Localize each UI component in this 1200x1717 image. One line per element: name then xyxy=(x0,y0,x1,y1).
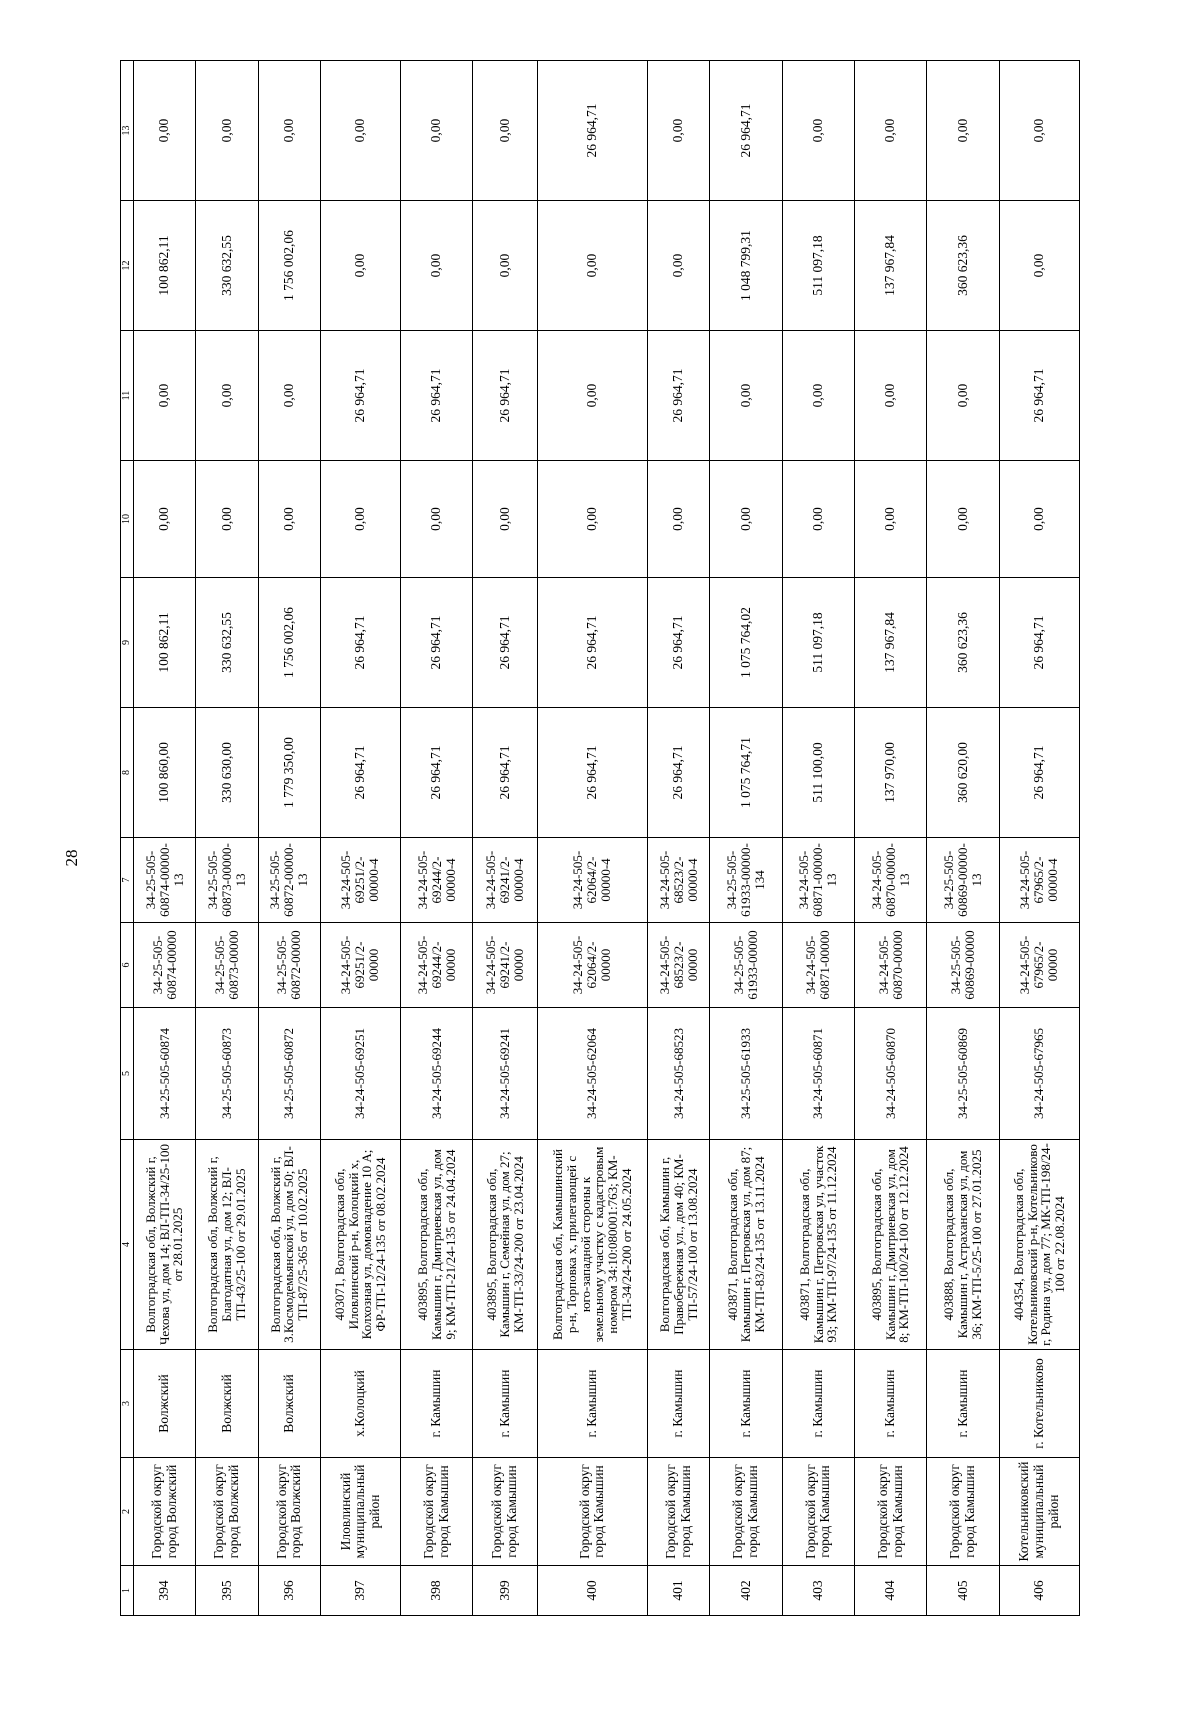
amount-col11-cell: 26 964,71 xyxy=(648,331,710,461)
address-cell: 403888, Волгоградская обл, Камышин г, Астраханская ул, дом 36; КМ-ТП-5/25-100 от 27.01.2025 xyxy=(927,1140,999,1350)
amount-col9-cell: 100 862,11 xyxy=(134,578,196,708)
amount-col8-cell: 137 970,00 xyxy=(854,708,926,838)
col-header: 11 xyxy=(121,331,134,461)
object-code-cell: 34-24-505-62064 xyxy=(537,1008,647,1140)
object-code2-cell: 34-25-505-60874-00000 xyxy=(134,923,196,1008)
amount-col10-cell: 0,00 xyxy=(401,461,473,578)
object-code3-cell: 34-24-505-69244/2-00000-4 xyxy=(401,838,473,923)
row-number: 399 xyxy=(473,1566,537,1616)
district-cell: Городской округ город Волжский xyxy=(134,1458,196,1566)
address-cell: Волгоградская обл, Волжский г, Чехова ул, дом 14; ВЛ-ТП-34/25-100 от 28.01.2025 xyxy=(134,1140,196,1350)
locality-cell: г. Камышин xyxy=(537,1350,647,1458)
address-cell: Волгоградская обл, Камышин г, Правобережная ул., дом 40; КМ-ТП-57/24-100 от 13.08.2024 xyxy=(648,1140,710,1350)
table-row xyxy=(134,61,196,1616)
amount-col10-cell: 0,00 xyxy=(999,461,1079,578)
amount-col12-cell: 0,00 xyxy=(648,201,710,331)
district-cell: Иловлинский муниципальный район xyxy=(320,1458,400,1566)
amount-col13-cell: 0,00 xyxy=(134,61,196,201)
object-code3-cell: 34-24-505-60871-00000-13 xyxy=(782,838,854,923)
row-number: 405 xyxy=(927,1566,999,1616)
amount-col13-cell: 0,00 xyxy=(401,61,473,201)
object-code3-cell: 34-25-505-61933-00000-134 xyxy=(710,838,782,923)
object-code2-cell: 34-24-505-68523/2-00000 xyxy=(648,923,710,1008)
object-code3-cell: 34-24-505-69241/2-00000-4 xyxy=(473,838,537,923)
amount-col9-cell: 26 964,71 xyxy=(320,578,400,708)
amount-col8-cell: 26 964,71 xyxy=(473,708,537,838)
object-code2-cell: 34-24-505-69251/2-00000 xyxy=(320,923,400,1008)
amount-col13-cell: 0,00 xyxy=(648,61,710,201)
address-cell: Волгоградская обл, Камышинский р-н, Торповка х, прилегающей с юго-западной стороны к земельному участку с кадастровым номером 34:10:080001:763; КМ-ТП-34/24-200 от 24.05.2024 xyxy=(537,1140,647,1350)
col-header: 7 xyxy=(121,838,134,923)
locality-cell: г. Камышин xyxy=(401,1350,473,1458)
amount-col13-cell: 0,00 xyxy=(854,61,926,201)
amount-col8-cell: 26 964,71 xyxy=(999,708,1079,838)
locality-cell: Волжский xyxy=(134,1350,196,1458)
row-number: 401 xyxy=(648,1566,710,1616)
object-code-cell: 34-24-505-68523 xyxy=(648,1008,710,1140)
col-header: 9 xyxy=(121,578,134,708)
amount-col10-cell: 0,00 xyxy=(854,461,926,578)
amount-col12-cell: 360 623,36 xyxy=(927,201,999,331)
col-header: 13 xyxy=(121,61,134,201)
col-header: 1 xyxy=(121,1566,134,1616)
table-row xyxy=(258,61,320,1616)
district-cell: Городской округ город Камышин xyxy=(648,1458,710,1566)
address-cell: 404354, Волгоградская обл, Котельниковский р-н, Котельниково г, Родина ул, дом 77; МК-ТП-198/24-100 от 22.08.2024 xyxy=(999,1140,1079,1350)
amount-col13-cell: 0,00 xyxy=(999,61,1079,201)
col-header: 2 xyxy=(121,1458,134,1566)
district-cell: Городской округ город Камышин xyxy=(537,1458,647,1566)
amount-col9-cell: 330 632,55 xyxy=(196,578,258,708)
row-number: 398 xyxy=(401,1566,473,1616)
object-code2-cell: 34-24-505-60871-00000 xyxy=(782,923,854,1008)
locality-cell: Волжский xyxy=(258,1350,320,1458)
amount-col8-cell: 511 100,00 xyxy=(782,708,854,838)
object-code3-cell: 34-24-505-62064/2-00000-4 xyxy=(537,838,647,923)
table-row xyxy=(710,61,782,1616)
object-code3-cell: 34-24-505-69251/2-00000-4 xyxy=(320,838,400,923)
rotated-table-wrapper xyxy=(120,61,1080,1616)
amount-col9-cell: 137 967,84 xyxy=(854,578,926,708)
amount-col13-cell: 0,00 xyxy=(196,61,258,201)
district-cell: Городской округ город Волжский xyxy=(258,1458,320,1566)
object-code2-cell: 34-25-505-60872-00000 xyxy=(258,923,320,1008)
amount-col12-cell: 1 756 002,06 xyxy=(258,201,320,331)
col-header: 5 xyxy=(121,1008,134,1140)
district-cell: Городской округ город Камышин xyxy=(710,1458,782,1566)
amount-col10-cell: 0,00 xyxy=(537,461,647,578)
amount-col8-cell: 26 964,71 xyxy=(401,708,473,838)
amount-col8-cell: 100 860,00 xyxy=(134,708,196,838)
column-number-row xyxy=(121,61,134,1616)
row-number: 404 xyxy=(854,1566,926,1616)
object-code3-cell: 34-25-505-60872-00000-13 xyxy=(258,838,320,923)
object-code2-cell: 34-24-505-67965/2-00000 xyxy=(999,923,1079,1008)
page-number: 28 xyxy=(62,849,81,867)
row-number: 406 xyxy=(999,1566,1079,1616)
object-code3-cell: 34-25-505-60869-00000-13 xyxy=(927,838,999,923)
amount-col13-cell: 26 964,71 xyxy=(710,61,782,201)
address-cell: 403871, Волгоградская обл, Камышин г, Петровская ул, дом 87; КМ-ТП-83/24-135 от 13.11.2024 xyxy=(710,1140,782,1350)
locality-cell: г. Камышин xyxy=(473,1350,537,1458)
address-cell: 403895, Волгоградская обл, Камышин г, Семейная ул, дом 27; КМ-ТП-33/24-200 от 23.04.2024 xyxy=(473,1140,537,1350)
locality-cell: г. Камышин xyxy=(854,1350,926,1458)
amount-col9-cell: 1 756 002,06 xyxy=(258,578,320,708)
object-code2-cell: 34-24-505-69244/2-00000 xyxy=(401,923,473,1008)
amount-col10-cell: 0,00 xyxy=(134,461,196,578)
amount-col12-cell: 0,00 xyxy=(537,201,647,331)
district-cell: Городской округ город Камышин xyxy=(782,1458,854,1566)
locality-cell: Волжский xyxy=(196,1350,258,1458)
amount-col13-cell: 0,00 xyxy=(320,61,400,201)
amount-col9-cell: 26 964,71 xyxy=(401,578,473,708)
amount-col8-cell: 360 620,00 xyxy=(927,708,999,838)
table-row xyxy=(537,61,647,1616)
object-code-cell: 34-25-505-60873 xyxy=(196,1008,258,1140)
object-code2-cell: 34-24-505-62064/2-00000 xyxy=(537,923,647,1008)
amount-col9-cell: 26 964,71 xyxy=(473,578,537,708)
district-cell: Котельниковский муниципальный район xyxy=(999,1458,1079,1566)
col-header: 12 xyxy=(121,201,134,331)
amount-col12-cell: 0,00 xyxy=(320,201,400,331)
amount-col8-cell: 26 964,71 xyxy=(648,708,710,838)
locality-cell: г. Камышин xyxy=(927,1350,999,1458)
table-row xyxy=(999,61,1079,1616)
amount-col10-cell: 0,00 xyxy=(320,461,400,578)
amount-col11-cell: 26 964,71 xyxy=(473,331,537,461)
amount-col11-cell: 26 964,71 xyxy=(320,331,400,461)
locality-cell: х.Колоцкий xyxy=(320,1350,400,1458)
amount-col8-cell: 26 964,71 xyxy=(320,708,400,838)
object-code-cell: 34-24-505-60870 xyxy=(854,1008,926,1140)
amount-col12-cell: 0,00 xyxy=(473,201,537,331)
amount-col12-cell: 330 632,55 xyxy=(196,201,258,331)
amount-col8-cell: 1 779 350,00 xyxy=(258,708,320,838)
row-number: 400 xyxy=(537,1566,647,1616)
amount-col9-cell: 26 964,71 xyxy=(537,578,647,708)
object-code-cell: 34-24-505-69244 xyxy=(401,1008,473,1140)
amount-col9-cell: 360 623,36 xyxy=(927,578,999,708)
amount-col13-cell: 0,00 xyxy=(473,61,537,201)
object-code2-cell: 34-24-505-69241/2-00000 xyxy=(473,923,537,1008)
address-cell: 403895, Волгоградская обл, Камышин г, Дмитриевская ул, дом 8; КМ-ТП-100/24-100 от 12.12.2024 xyxy=(854,1140,926,1350)
amount-col11-cell: 0,00 xyxy=(134,331,196,461)
district-cell: Городской округ город Камышин xyxy=(927,1458,999,1566)
table-row xyxy=(927,61,999,1616)
object-code-cell: 34-25-505-60869 xyxy=(927,1008,999,1140)
amount-col9-cell: 511 097,18 xyxy=(782,578,854,708)
object-code3-cell: 34-24-505-67965/2-00000-4 xyxy=(999,838,1079,923)
object-code-cell: 34-25-505-60872 xyxy=(258,1008,320,1140)
amount-col12-cell: 511 097,18 xyxy=(782,201,854,331)
amount-col8-cell: 330 630,00 xyxy=(196,708,258,838)
amount-col11-cell: 0,00 xyxy=(537,331,647,461)
object-code2-cell: 34-25-505-60869-00000 xyxy=(927,923,999,1008)
table-row xyxy=(196,61,258,1616)
object-code-cell: 34-25-505-60874 xyxy=(134,1008,196,1140)
locality-cell: г. Котельниково xyxy=(999,1350,1079,1458)
amount-col11-cell: 26 964,71 xyxy=(999,331,1079,461)
table-row xyxy=(401,61,473,1616)
amount-col12-cell: 1 048 799,31 xyxy=(710,201,782,331)
amount-col11-cell: 0,00 xyxy=(196,331,258,461)
amount-col10-cell: 0,00 xyxy=(258,461,320,578)
col-header: 10 xyxy=(121,461,134,578)
amount-col9-cell: 26 964,71 xyxy=(648,578,710,708)
address-cell: Волгоградская обл, Волжский г, 3.Космодемьянской ул, дом 50; ВЛ-ТП-87/25-365 от 10.02.2025 xyxy=(258,1140,320,1350)
amount-col11-cell: 26 964,71 xyxy=(401,331,473,461)
amount-col12-cell: 0,00 xyxy=(401,201,473,331)
object-code3-cell: 34-24-505-68523/2-00000-4 xyxy=(648,838,710,923)
object-code3-cell: 34-25-505-60874-00000-13 xyxy=(134,838,196,923)
col-header: 6 xyxy=(121,923,134,1008)
row-number: 402 xyxy=(710,1566,782,1616)
data-table xyxy=(120,60,1080,1616)
amount-col10-cell: 0,00 xyxy=(648,461,710,578)
amount-col13-cell: 26 964,71 xyxy=(537,61,647,201)
object-code2-cell: 34-25-505-60873-00000 xyxy=(196,923,258,1008)
locality-cell: г. Камышин xyxy=(648,1350,710,1458)
amount-col10-cell: 0,00 xyxy=(782,461,854,578)
amount-col10-cell: 0,00 xyxy=(473,461,537,578)
amount-col12-cell: 100 862,11 xyxy=(134,201,196,331)
district-cell: Городской округ город Камышин xyxy=(401,1458,473,1566)
amount-col11-cell: 0,00 xyxy=(854,331,926,461)
amount-col8-cell: 26 964,71 xyxy=(537,708,647,838)
table-row xyxy=(473,61,537,1616)
object-code-cell: 34-24-505-67965 xyxy=(999,1008,1079,1140)
object-code-cell: 34-24-505-69241 xyxy=(473,1008,537,1140)
address-cell: 403871, Волгоградская обл, Камышин г, Петровская ул, участок 93; КМ-ТП-97/24-135 от 11.12.2024 xyxy=(782,1140,854,1350)
address-cell: 403895, Волгоградская обл, Камышин г, Дмитриевская ул, дом 9; КМ-ТП-21/24-135 от 24.04.2024 xyxy=(401,1140,473,1350)
amount-col10-cell: 0,00 xyxy=(196,461,258,578)
row-number: 396 xyxy=(258,1566,320,1616)
amount-col13-cell: 0,00 xyxy=(782,61,854,201)
amount-col13-cell: 0,00 xyxy=(927,61,999,201)
amount-col12-cell: 137 967,84 xyxy=(854,201,926,331)
col-header: 4 xyxy=(121,1140,134,1350)
object-code-cell: 34-24-505-69251 xyxy=(320,1008,400,1140)
row-number: 394 xyxy=(134,1566,196,1616)
amount-col11-cell: 0,00 xyxy=(258,331,320,461)
amount-col9-cell: 1 075 764,02 xyxy=(710,578,782,708)
district-cell: Городской округ город Камышин xyxy=(473,1458,537,1566)
table-row xyxy=(782,61,854,1616)
amount-col9-cell: 26 964,71 xyxy=(999,578,1079,708)
object-code3-cell: 34-25-505-60873-00000-13 xyxy=(196,838,258,923)
district-cell: Городской округ город Камышин xyxy=(854,1458,926,1566)
district-cell: Городской округ город Волжский xyxy=(196,1458,258,1566)
amount-col8-cell: 1 075 764,71 xyxy=(710,708,782,838)
amount-col10-cell: 0,00 xyxy=(927,461,999,578)
row-number: 403 xyxy=(782,1566,854,1616)
col-header: 8 xyxy=(121,708,134,838)
object-code2-cell: 34-24-505-60870-00000 xyxy=(854,923,926,1008)
amount-col11-cell: 0,00 xyxy=(927,331,999,461)
table-row xyxy=(320,61,400,1616)
amount-col10-cell: 0,00 xyxy=(710,461,782,578)
amount-col11-cell: 0,00 xyxy=(710,331,782,461)
row-number: 397 xyxy=(320,1566,400,1616)
row-number: 395 xyxy=(196,1566,258,1616)
address-cell: 403071, Волгоградская обл, Иловлинский р-н, Колоцкий х, Колхозная ул, домовладение 10 А; ФР-ТП-12/24-135 от 08.02.2024 xyxy=(320,1140,400,1350)
locality-cell: г. Камышин xyxy=(710,1350,782,1458)
amount-col13-cell: 0,00 xyxy=(258,61,320,201)
table-row xyxy=(648,61,710,1616)
locality-cell: г. Камышин xyxy=(782,1350,854,1458)
object-code3-cell: 34-24-505-60870-00000-13 xyxy=(854,838,926,923)
object-code-cell: 34-24-505-60871 xyxy=(782,1008,854,1140)
object-code2-cell: 34-25-505-61933-00000 xyxy=(710,923,782,1008)
amount-col11-cell: 0,00 xyxy=(782,331,854,461)
address-cell: Волгоградская обл, Волжский г, Благодатная ул, дом 12; ВЛ-ТП-43/25-100 от 29.01.2025 xyxy=(196,1140,258,1350)
col-header: 3 xyxy=(121,1350,134,1458)
table-row xyxy=(854,61,926,1616)
object-code-cell: 34-25-505-61933 xyxy=(710,1008,782,1140)
amount-col12-cell: 0,00 xyxy=(999,201,1079,331)
